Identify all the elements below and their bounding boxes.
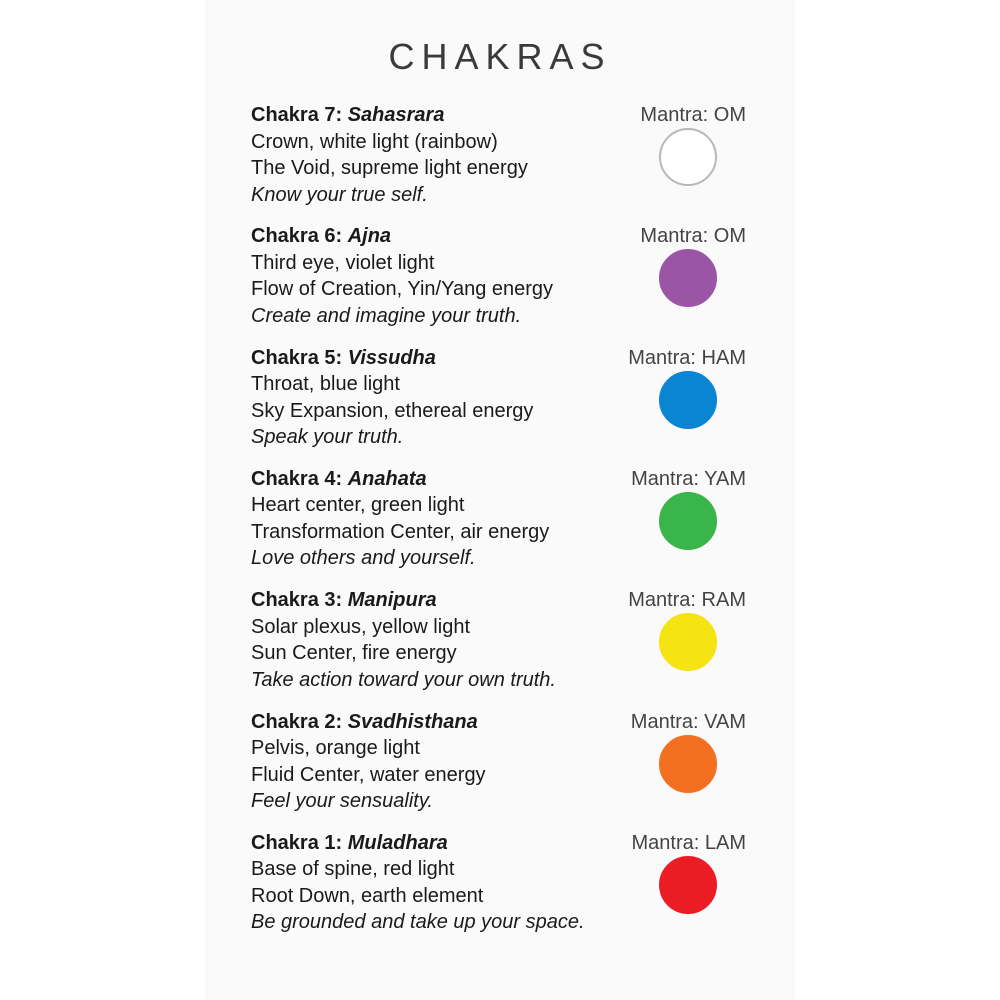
chakra-heading — [251, 709, 486, 736]
chakra-location: Pelvis, orange light — [251, 737, 420, 759]
chakra-location: Base of spine, red light — [251, 858, 455, 881]
chakra-location: Crown, white light (rainbow) — [251, 130, 498, 153]
chakra-energy: Sky Expansion, ethereal energy — [251, 399, 534, 422]
chakra-energy: The Void, supreme light energy — [251, 157, 528, 179]
chakra-name: Svadhisthana — [347, 710, 478, 733]
chakra-affirmation: Be grounded and take up your space. — [251, 911, 585, 934]
chakra-location: Solar plexus, yellow light — [251, 615, 470, 638]
chakra-affirmation: Take action toward your own truth. — [251, 668, 556, 691]
chakra-entry — [251, 466, 751, 576]
chakra-name: Muladhara — [347, 831, 448, 854]
chakra-color-dot — [659, 249, 717, 307]
chakra-color-dot — [659, 492, 717, 550]
chakra-heading — [251, 102, 528, 129]
chakra-text — [251, 830, 585, 936]
chakra-affirmation: Speak your truth. — [251, 426, 404, 449]
chakra-color-dot — [659, 613, 717, 671]
chakra-heading — [251, 223, 553, 250]
chakra-location: Throat, blue light — [251, 373, 400, 396]
chakra-color-dot — [659, 856, 717, 914]
chakra-number: Chakra 4: — [251, 467, 343, 490]
chakra-name: Vissudha — [347, 346, 436, 369]
chakra-entry — [251, 587, 751, 697]
chakra-affirmation: Feel your sensuality. — [251, 790, 433, 812]
chakra-number: Chakra 5: — [251, 346, 343, 369]
chakra-location: Heart center, green light — [251, 494, 465, 517]
chakra-color-dot — [659, 735, 717, 793]
chakra-energy: Fluid Center, water energy — [251, 763, 486, 786]
chakra-mantra: Mantra: RAM — [628, 589, 746, 612]
chakra-text — [251, 102, 528, 208]
chakra-heading — [251, 587, 556, 614]
chakra-color-dot — [659, 128, 717, 186]
chakra-number: Chakra 2: — [251, 710, 343, 733]
chakra-entry — [251, 709, 751, 819]
chakra-text — [251, 223, 553, 329]
chakra-mantra: Mantra: HAM — [628, 346, 746, 369]
chakra-heading — [251, 345, 533, 372]
chakra-entry — [251, 223, 751, 333]
chakra-name: Ajna — [347, 225, 392, 248]
chakra-color-dot — [659, 371, 717, 429]
chakra-text — [251, 345, 533, 451]
chakra-number: Chakra 6: — [251, 225, 343, 248]
chakra-affirmation: Love others and yourself. — [251, 547, 476, 570]
chakra-entry — [251, 102, 751, 212]
chakra-heading — [251, 830, 585, 857]
chakra-energy: Transformation Center, air energy — [251, 520, 550, 543]
chakra-number: Chakra 3: — [251, 589, 343, 612]
chakra-name: Manipura — [347, 589, 437, 612]
chakra-energy: Root Down, earth element — [251, 884, 484, 907]
chakra-text — [251, 466, 549, 572]
chakra-name: Anahata — [347, 467, 427, 490]
chakra-mantra: Mantra: YAM — [631, 467, 746, 490]
chakra-entry — [251, 830, 751, 940]
chakra-number: Chakra 1: — [251, 831, 343, 854]
chakra-affirmation: Know your true self. — [251, 183, 428, 206]
chakra-mantra: Mantra: LAM — [631, 831, 746, 854]
chakra-energy: Sun Center, fire energy — [251, 642, 457, 665]
chakra-name: Sahasrara — [347, 104, 445, 126]
chakra-location: Third eye, violet light — [251, 251, 435, 274]
chakra-mantra: Mantra: OM — [640, 225, 746, 248]
chakra-entry — [251, 345, 751, 455]
chakra-text — [251, 709, 486, 815]
chakra-heading — [251, 466, 549, 493]
chakra-affirmation: Create and imagine your truth. — [251, 304, 522, 327]
page-title: CHAKRAS — [388, 36, 612, 77]
chakra-mantra: Mantra: OM — [640, 104, 746, 126]
chakra-energy: Flow of Creation, Yin/Yang energy — [251, 278, 554, 301]
chakra-text — [251, 587, 556, 693]
chakra-number: Chakra 7: — [251, 104, 343, 126]
chakra-mantra: Mantra: VAM — [630, 710, 746, 733]
